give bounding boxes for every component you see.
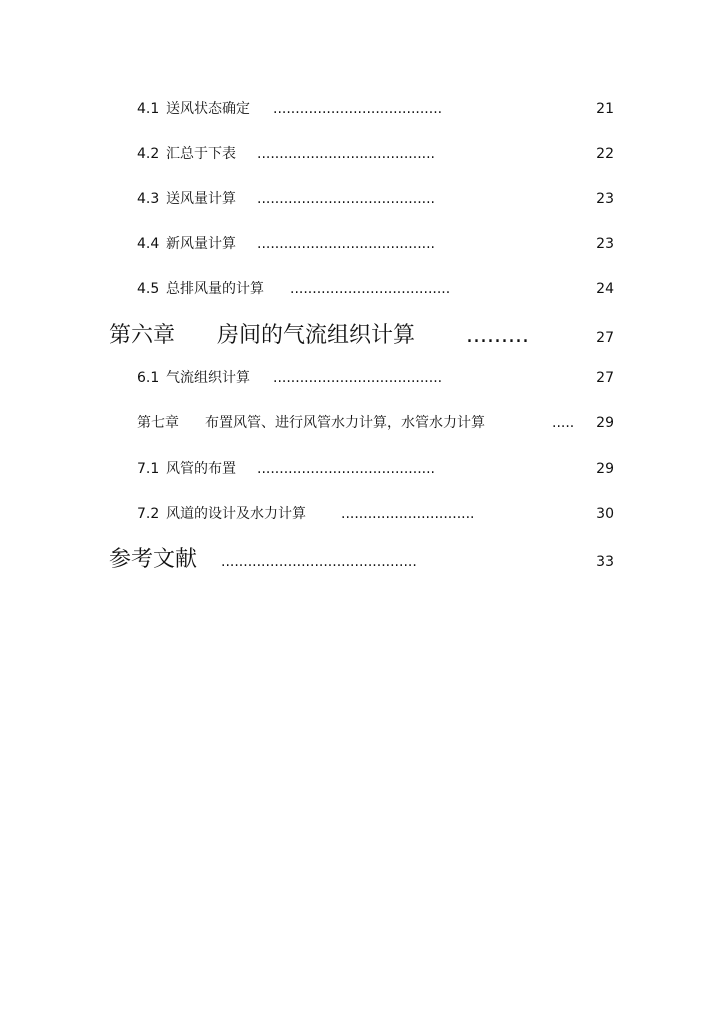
section-number: 4.5 <box>137 281 160 297</box>
leader-dots: ............................................ <box>221 554 417 570</box>
page-number: 30 <box>596 506 614 522</box>
leader-dots: ........................................ <box>257 461 436 477</box>
leader-dots: .............................. <box>341 506 475 522</box>
leader-dots: ......... <box>466 323 529 348</box>
section-title: 风管的布置 <box>166 461 236 477</box>
references-title: 参考文献 <box>109 547 198 572</box>
chapter-title: 布置风管、进行风管水力计算，水管水力计算 <box>205 415 485 431</box>
section-number: 4.2 <box>137 146 160 162</box>
section-title: 送风状态确定 <box>166 101 250 117</box>
page-number: 22 <box>596 146 614 162</box>
section-number: 4.3 <box>137 191 160 207</box>
page-number: 21 <box>596 101 614 117</box>
section-number: 4.1 <box>137 101 160 117</box>
section-title: 新风量计算 <box>166 236 236 252</box>
chapter-title: 房间的气流组织计算 <box>217 323 416 348</box>
chapter-number: 第七章 <box>137 415 179 431</box>
page-number: 27 <box>596 370 614 386</box>
section-number: 7.1 <box>137 461 160 477</box>
page-number: 23 <box>596 236 614 252</box>
section-title: 总排风量的计算 <box>166 281 264 297</box>
leader-dots: ........................................ <box>257 236 436 252</box>
leader-dots: ...................................... <box>273 101 443 117</box>
leader-dots: ........................................ <box>257 191 436 207</box>
page-number: 24 <box>596 281 614 297</box>
page-number: 27 <box>596 330 614 346</box>
page-number: 29 <box>596 415 614 431</box>
section-number: 4.4 <box>137 236 160 252</box>
page-number: 33 <box>596 554 614 570</box>
section-number: 7.2 <box>137 506 160 522</box>
section-title: 风道的设计及水力计算 <box>166 506 306 522</box>
section-number: 6.1 <box>137 370 160 386</box>
section-title: 送风量计算 <box>166 191 236 207</box>
leader-dots: ........................................ <box>257 146 436 162</box>
section-title: 气流组织计算 <box>166 370 250 386</box>
page-number: 23 <box>596 191 614 207</box>
section-title: 汇总于下表 <box>166 146 236 162</box>
leader-dots: .................................... <box>290 281 451 297</box>
leader-dots: ..... <box>552 415 575 431</box>
chapter-number: 第六章 <box>109 323 176 348</box>
page-number: 29 <box>596 461 614 477</box>
leader-dots: ...................................... <box>273 370 443 386</box>
